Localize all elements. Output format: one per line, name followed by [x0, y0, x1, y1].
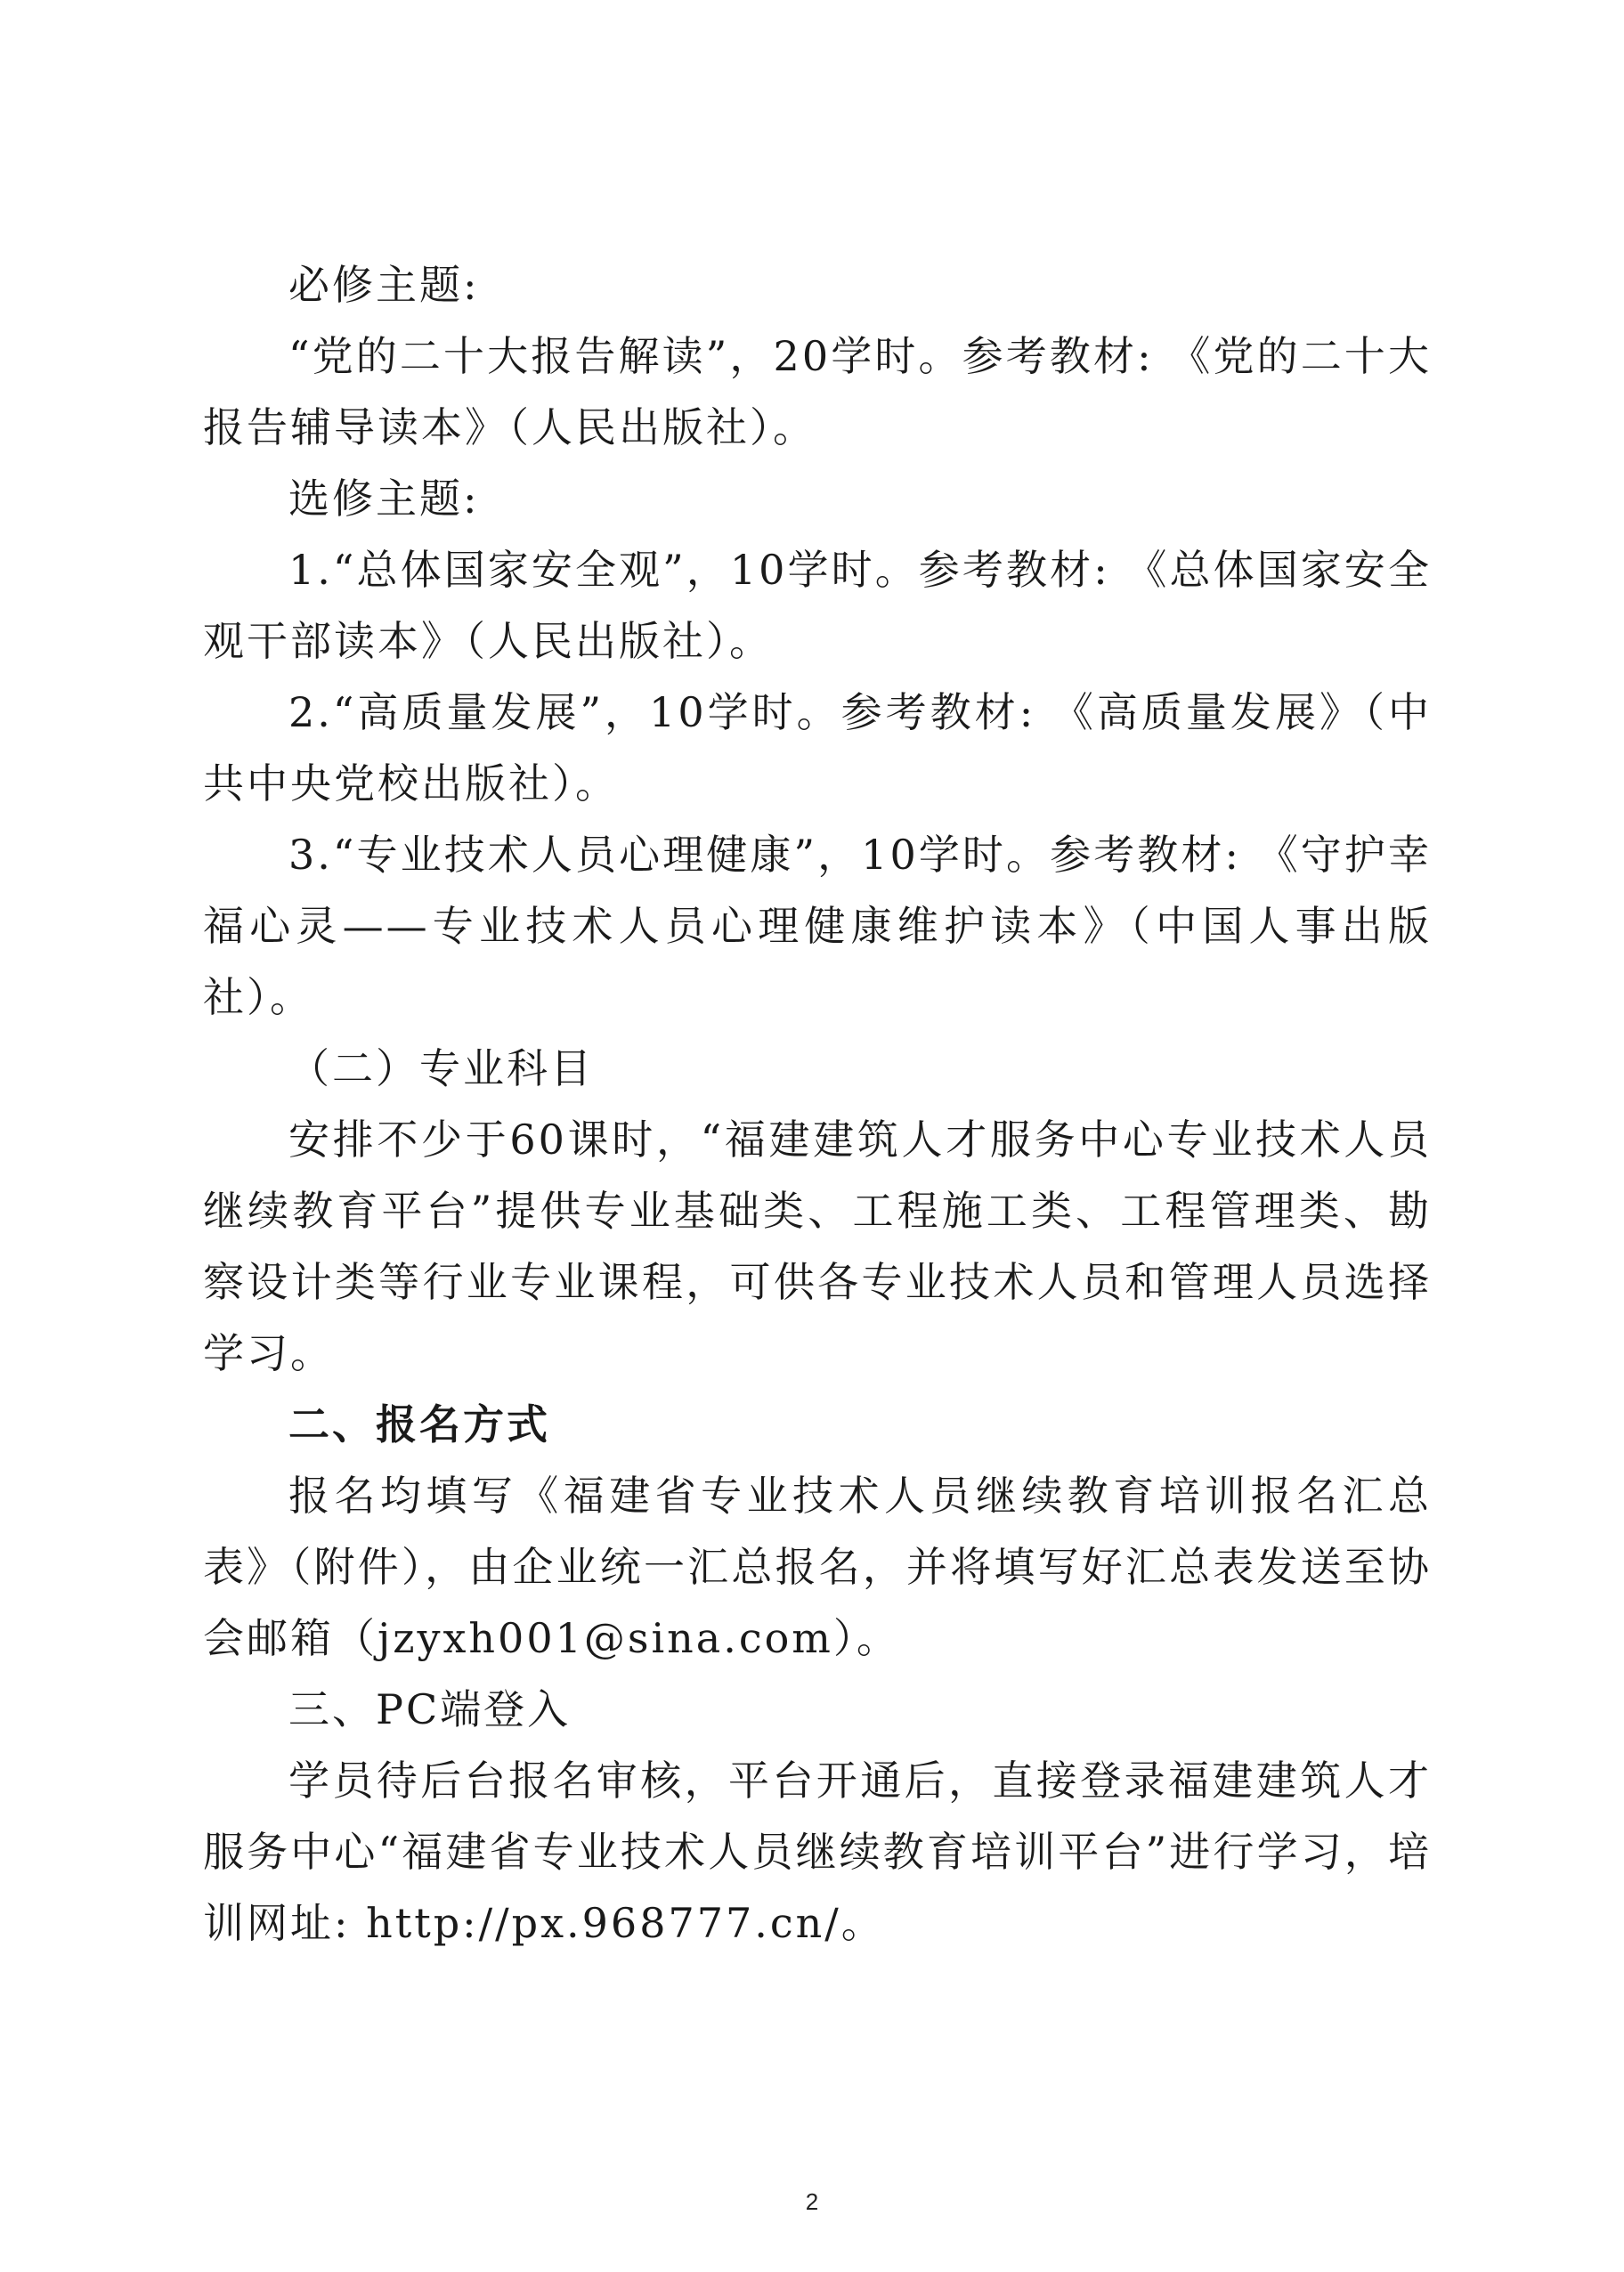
paragraph-required-topic-1: “党的二十大报告解读”，20学时。参考教材: 《党的二十大报告辅导读本》（人民出版社）。	[203, 332, 1432, 451]
section-heading-registration: 二、报名方式	[288, 1400, 550, 1448]
paragraph-required-topics-label: 必修主题:	[288, 261, 480, 309]
paragraph-registration-body: 报名均填写《福建省专业技术人员继续教育培训报名汇总表》（附件），由企业统一汇总报名，并将填写好汇总表发送至协会邮箱（jzyxh001@sina.com）。	[203, 1472, 1432, 1662]
section-heading-pc-login: 三、PC端登入	[288, 1685, 572, 1733]
paragraph-elective-topic-1: 1.“总体国家安全观”，10学时。参考教材: 《总体国家安全观干部读本》（人民出版社）。	[203, 546, 1432, 665]
paragraph-professional-subjects-body: 安排不少于60课时，“福建建筑人才服务中心专业技术人员继续教育平台”提供专业基础类、工程施工类、工程管理类、勘察设计类等行业专业课程，可供各专业技术人员和管理人员选择学习。	[203, 1116, 1432, 1377]
paragraph-elective-topics-label: 选修主题:	[288, 475, 480, 523]
document-body	[203, 249, 1432, 1959]
paragraph-professional-subjects-heading: （二）专业科目	[288, 1044, 594, 1092]
paragraph-elective-topic-2: 2.“高质量发展”，10学时。参考教材: 《高质量发展》（中共中央党校出版社）。	[203, 688, 1432, 807]
paragraph-pc-login-body: 学员待后台报名审核，平台开通后，直接登录福建建筑人才服务中心“福建省专业技术人员继续教育培训平台”进行学习，培训网址: http://px.968777.cn/。	[203, 1757, 1432, 1947]
page-number: 2	[805, 2188, 819, 2215]
paragraph-elective-topic-3: 3.“专业技术人员心理健康”，10学时。参考教材: 《守护幸福心灵——专业技术人员心理健康维护读本》（中国人事出版社）。	[203, 831, 1432, 1021]
